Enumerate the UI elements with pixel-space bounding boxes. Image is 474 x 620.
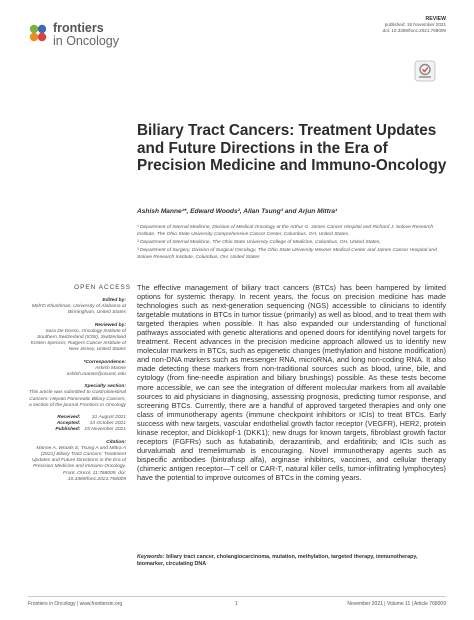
article-dates: [28, 415, 126, 434]
editor[interactable]: Moh'D Khushman, University of Alabama at Birmingham, United States: [31, 304, 126, 316]
check-for-updates-icon[interactable]: [414, 60, 436, 82]
doi-link[interactable]: doi: 10.3389/fonc.2021.768009: [382, 28, 446, 33]
keywords-label: Keywords:: [137, 554, 165, 560]
edited-by-label: Edited by:: [102, 298, 126, 303]
specialty-section-label: Specialty section:: [84, 384, 126, 390]
citation: Manne A, Woods E, Tsung A and Mittra A (2021) Biliary Tract Cancers: Treatment Updates and Future Directions in the Era of Precision Medicine and Immuno-Oncology. Front. Oncol. 11:768009. doi: 10.3389/fonc.2021.768009: [31, 445, 126, 482]
specialty-section: This article was submitted to Gastrointestinal Cancers: Hepato Pancreatic Biliary Cancers, a section of the journal Frontiers in Oncology: [28, 390, 126, 408]
affiliation-3: ³ Department of Surgery, Division of Surgical Oncology, The Ohio State University Wexner Medical Center and James Cancer Hospital and Solove Research Institute, Columbus, OH, United States: [137, 248, 437, 261]
journal-name[interactable]: [53, 22, 119, 48]
author-list[interactable]: Ashish Manne¹*, Edward Woods², Allan Tsung³ and Arjun Mittra¹: [137, 208, 338, 215]
received-label: Received:: [57, 415, 81, 421]
reviewed-by-label: Reviewed by:: [94, 322, 126, 328]
footer-divider: [28, 596, 446, 597]
open-access-label: OPEN ACCESS: [74, 284, 131, 291]
article-title: Biliary Tract Cancers: Treatment Updates and Future Directions in the Era of Precision Medicine and Immuno-Oncology: [137, 122, 447, 174]
keywords: [137, 554, 446, 568]
correspondence-label: *Correspondence:: [83, 359, 126, 365]
accepted-date: 13 October 2021: [89, 421, 126, 427]
accepted-label: Accepted:: [56, 421, 81, 427]
affiliation-1: ¹ Department of Internal Medicine, Division of Medical Oncology at the Arthur G. James Cancer Hospital and Richard J. Solove Research Institute, The Ohio State University Comprehensive Cancer Center, Columbus, OH, United States,: [137, 225, 434, 238]
frontiers-logo-icon[interactable]: [27, 22, 49, 44]
article-type: REVIEW: [425, 16, 446, 22]
journal-brand: frontiers: [53, 21, 104, 35]
article-sidebar: [28, 298, 126, 483]
correspondence-email[interactable]: ashish.manne@osumc.edu: [66, 372, 126, 378]
journal-subtitle: in Oncology: [53, 34, 120, 48]
footer-journal[interactable]: Frontiers in Oncology | www.frontiersin.org: [28, 601, 123, 607]
published-date: published: 15 November 2021: [384, 22, 446, 27]
page-number: 1: [235, 601, 238, 607]
affiliations: [137, 224, 437, 262]
correspondence-name: Ashish Manne: [95, 365, 126, 371]
published-date-sidebar: 15 November 2021: [84, 427, 126, 433]
received-date: 31 August 2021: [91, 415, 126, 421]
citation-label: Citation:: [106, 439, 126, 445]
reviewer-1[interactable]: Sara De Dosso, Oncology Institute of Southern Switzerland (IOSI), Switzerland: [37, 328, 126, 341]
abstract: The effective management of biliary tract cancers (BTCs) has been hampered by limited options for systemic therapy. In recent years, the focus on precision medicine has made technologies such as next-generation sequencing (NGS) accessible to clinicians to identify targetable mutations in BTCs in tumor tissue (primarily) as well as blood, and to treat them with targeted therapies when possible. It has also expanded our understanding of functional pathways associated with genetic alterations and opened doors for identifying novel targets for treatment. Recent advances in the precision medicine approach allowed us to identify new molecular markers in BTCs, such as epigenetic changes (methylation and histone modification) and non-DNA markers such as messenger RNA, microRNA, and long non-coding RNA. It also made detecting these markers from non-traditional sources such as blood, urine, bile, and cytology (from fine-needle aspiration and biliary brushings) possible. As these tests become more accessible, we can see the integration of different molecular markers from all available sources to aid physicians in diagnosing, assessing prognosis, predicting tumor response, and screening BTCs. Currently, there are a handful of approved targeted therapies and only one class of immunotherapy agents (immune checkpoint inhibitors or ICIs) to treat BTCs. Early success with new targets, vascular endothelial growth factor receptor (VEGFR), HER2, protein kinase receptor, and Dickkopf-1 (DKK1); new drugs for known targets, fibroblast growth factor receptors (FGFRs) such as futabatinib, derazantinib, and erdafitinib; and ICIs such as durvalumab and tremelimumab is encouraging. Novel immunotherapy agents such as bispecific antibodies (bintrafusp alfa), arginase inhibitors, vaccines, and cellular therapy (chimeric antigen receptor—T cell or CAR-T, natural killer cells, tumor-infiltrating lymphocytes) have the potential to improve outcomes of BTCs in the coming years.: [137, 283, 446, 482]
reviewer-2[interactable]: Kristen Spencer, Rutgers Cancer Institute of New Jersey, United States: [30, 341, 126, 353]
footer-volume: November 2021 | Volume 11 | Article 768009: [347, 601, 446, 607]
affiliation-2: ² Department of Internal Medicine, The Ohio State University College of Medicine, Columbus, OH, United States,: [137, 240, 381, 246]
published-label: Published:: [55, 427, 81, 433]
article-meta: [383, 16, 446, 34]
keywords-list: biliary tract cancer, cholangiocarcinoma, mutation, methylation, targeted therapy, immunotherapy, biomarker, circulating DNA: [137, 554, 418, 568]
